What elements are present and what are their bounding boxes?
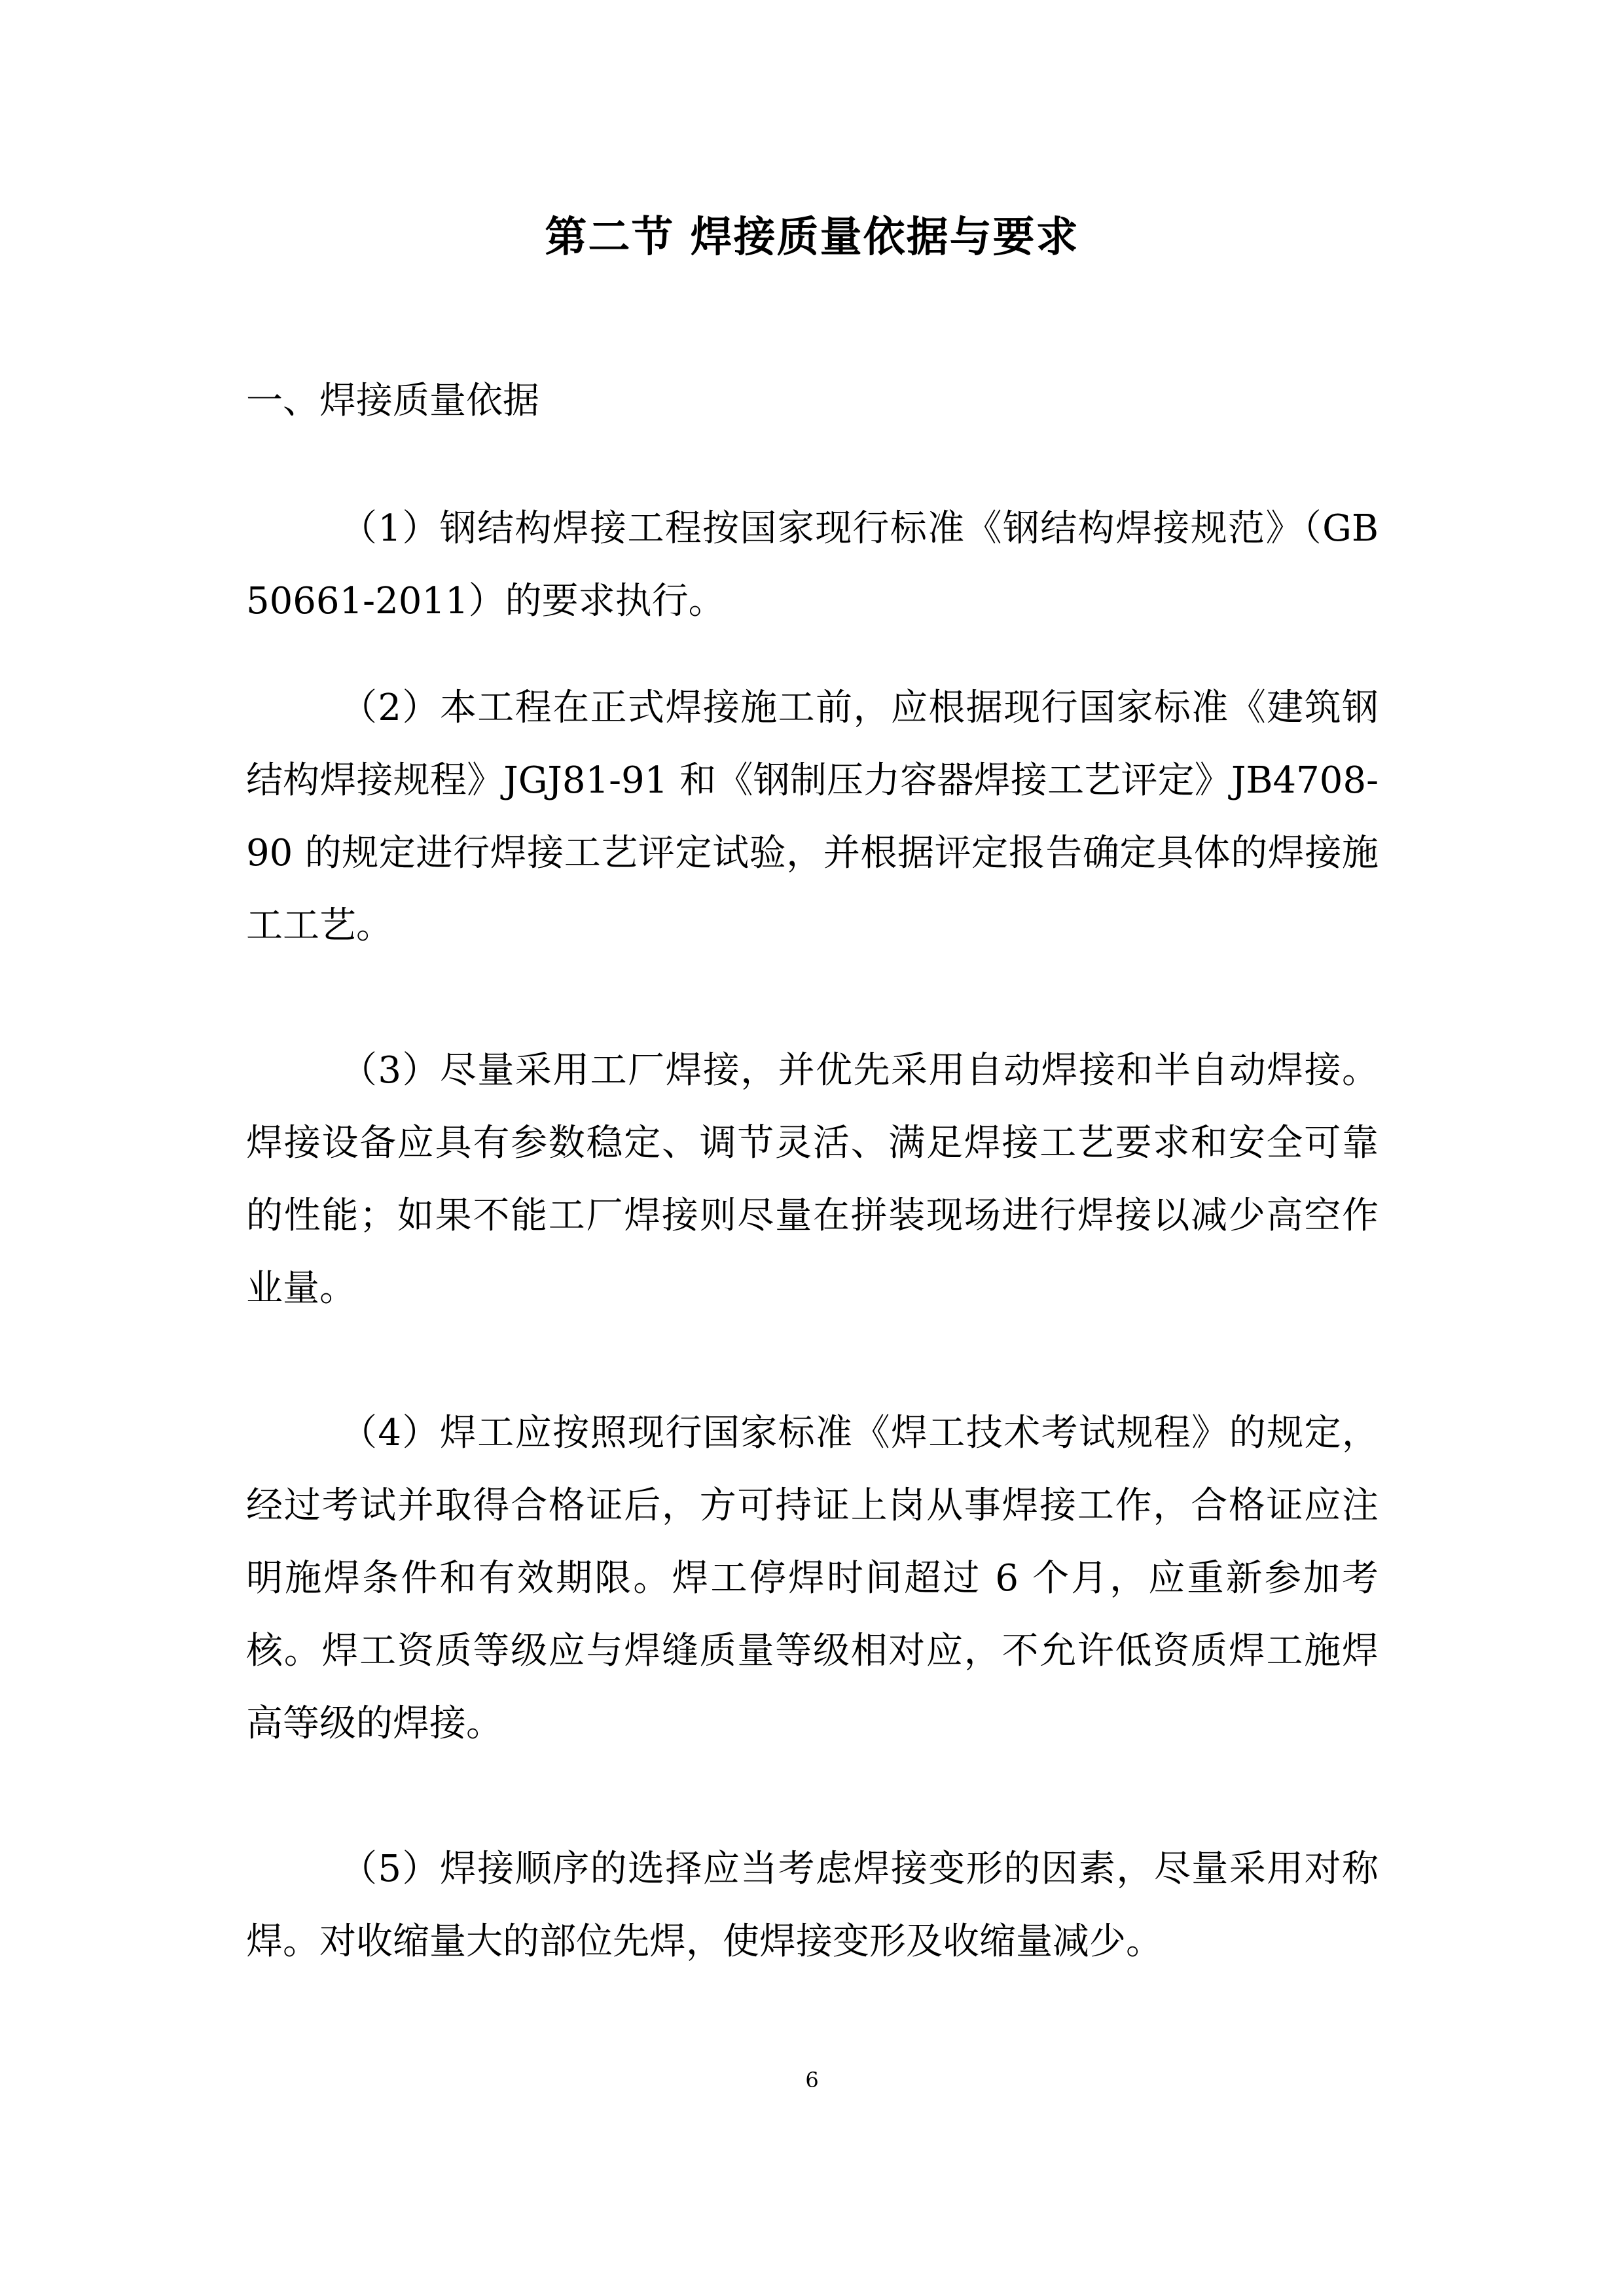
page-number: 6 — [805, 2068, 819, 2092]
paragraph-5: （5）焊接顺序的选择应当考虑焊接变形的因素，尽量采用对称焊。对收缩量大的部位先焊，使焊接变形及收缩量减少。 — [246, 1848, 1379, 1963]
page-title: 第二节 焊接质量依据与要求 — [545, 213, 1079, 262]
paragraph-2: （2）本工程在正式焊接施工前，应根据现行国家标准《建筑钢结构焊接规程》JGJ81-91 和《钢制压力容器焊接工艺评定》JB4708-90 的规定进行焊接工艺评定试验，并根据评定报告确定具体的焊接施工工艺。 — [246, 687, 1379, 947]
section-heading: 一、焊接质量依据 — [246, 380, 539, 422]
paragraph-4: （4）焊工应按照现行国家标准《焊工技术考试规程》的规定，经过考试并取得合格证后，方可持证上岗从事焊接工作，合格证应注明施焊条件和有效期限。焊工停焊时间超过 6 个月，应重新参加考核。焊工资质等级应与焊缝质量等级相对应，不允许低资质焊工施焊高等级的焊接。 — [246, 1412, 1379, 1745]
paragraph-1: （1）钢结构焊接工程按国家现行标准《钢结构焊接规范》（GB 50661-2011）的要求执行。 — [246, 507, 1379, 622]
paragraph-3: （3）尽量采用工厂焊接，并优先采用自动焊接和半自动焊接。焊接设备应具有参数稳定、调节灵活、满足焊接工艺要求和安全可靠的性能；如果不能工厂焊接则尽量在拼装现场进行焊接以减少高空作业量。 — [246, 1049, 1379, 1310]
